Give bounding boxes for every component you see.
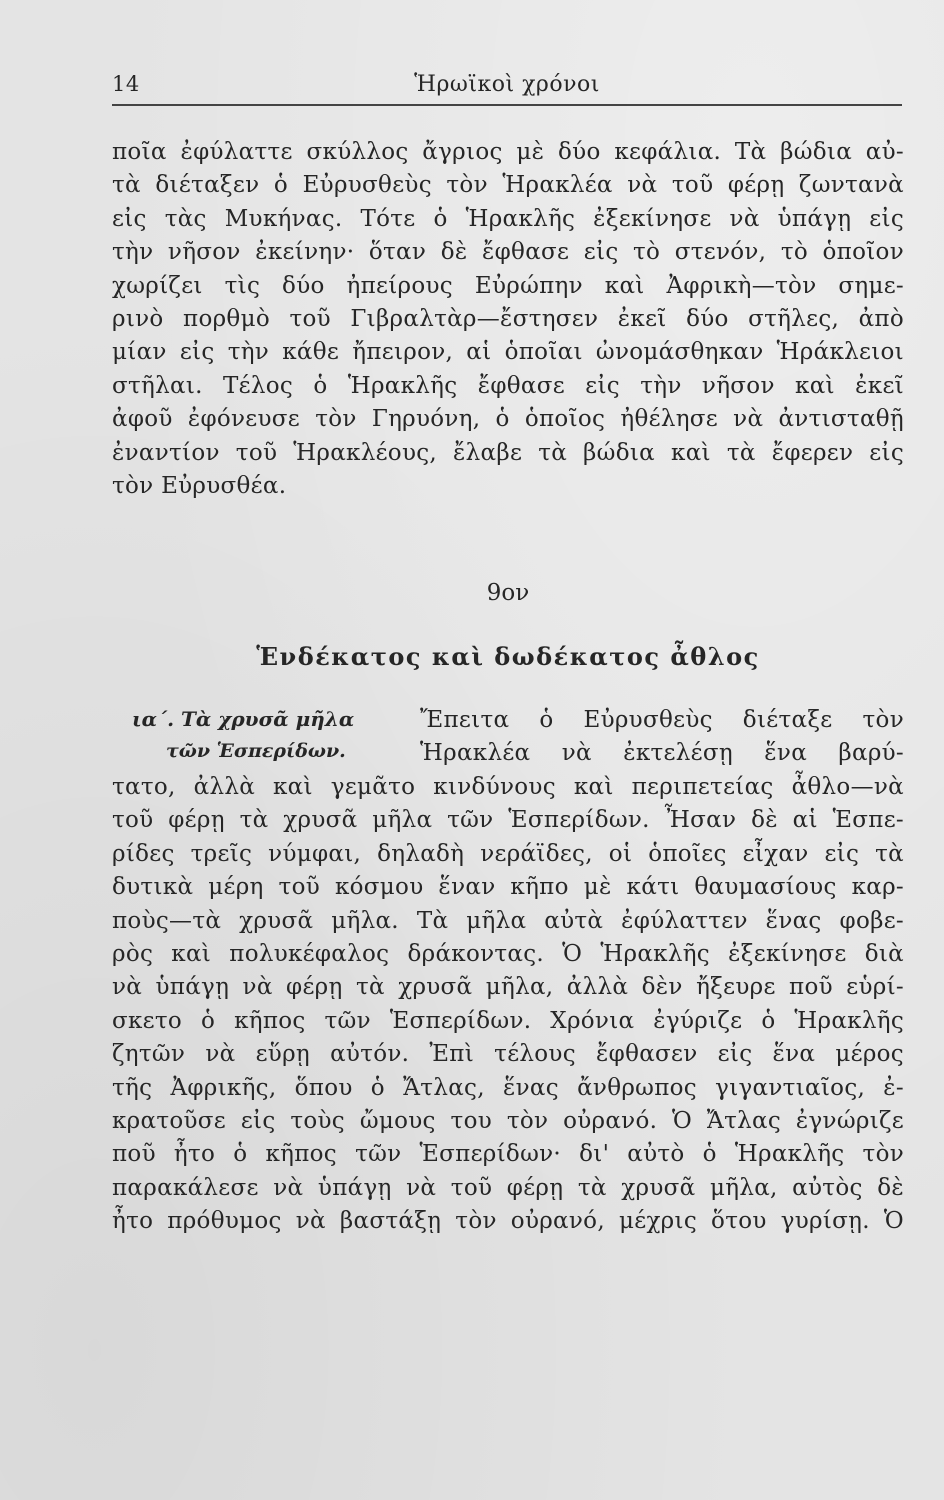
text-line: τὴν νῆσον ἐκείνην· ὅταν δὲ ἔφθασε εἰς τὸ στενόν, τὸ ὁποῖον (112, 239, 904, 266)
text-line: μίαν εἰς τὴν κάθε ἤπειρον, αἱ ὁποῖαι ὠνομάσθηκαν Ἡράκλειοι (112, 339, 904, 366)
paragraph-2-opening (420, 704, 904, 771)
text-line: δυτικὰ μέρη τοῦ κόσμου ἕναν κῆπο μὲ κάτι θαυμασίους καρ- (112, 874, 904, 901)
chapter-heading: Ἑνδέκατος καὶ δωδέκατος ἆθλος (256, 642, 760, 671)
text-line: τὸν Εὐρυσθέα. (112, 472, 287, 499)
text-line: σκετο ὁ κῆπος τῶν Ἑσπερίδων. Χρόνια ἐγύριζε ὁ Ἡρακλῆς (112, 1007, 904, 1034)
paragraph-1 (112, 136, 904, 503)
text-line: Ἔπειτα ὁ Εὐρυσθεὺς διέταξε τὸν (420, 707, 904, 733)
text-line: Ἡρακλέα νὰ ἐκτελέσῃ ἕνα βαρύ- (420, 740, 904, 767)
page-number: 14 (112, 72, 140, 96)
text-line: ρινὸ πορθμὸ τοῦ Γιβραλτὰρ—ἔστησεν ἐκεῖ δύο στῆλες, ἀπὸ (112, 305, 904, 332)
text-line: τὰ διέταξεν ὁ Εὐρυσθεὺς τὸν Ἡρακλέα νὰ τοῦ φέρῃ ζωντανὰ (112, 172, 904, 199)
text-line: τατο, ἀλλὰ καὶ γεμᾶτο κινδύνους καὶ περιπετείας ἆθλο—νὰ (112, 774, 904, 800)
text-line: ζητῶν νὰ εὕρῃ αὐτόν. Ἐπὶ τέλους ἔφθασεν εἰς ἕνα μέρος (112, 1041, 904, 1068)
text-line: ἐναντίον τοῦ Ἡρακλέους, ἔλαβε τὰ βώδια καὶ τὰ ἔφερεν εἰς (112, 439, 904, 466)
running-head (112, 72, 902, 104)
text-line: παρακάλεσε νὰ ὑπάγῃ νὰ τοῦ φέρῃ τὰ χρυσᾶ μῆλα, αὐτὸς δὲ (112, 1174, 904, 1201)
text-line: ἀφοῦ ἐφόνευσε τὸν Γηρυόνη, ὁ ὁποῖος ἠθέλησε νὰ ἀντισταθῇ (112, 406, 904, 433)
text-line: ποὺς—τὰ χρυσᾶ μῆλα. Τὰ μῆλα αὐτὰ ἐφύλαττεν ἕνας φοβε- (112, 907, 904, 934)
text-line: ρὸς καὶ πολυκέφαλος δράκοντας. Ὁ Ἡρακλῆς ἐξεκίνησε διὰ (112, 940, 904, 967)
marginal-heading-line-1: ια΄. Τὰ χρυσᾶ μῆλα (132, 707, 355, 731)
text-line: ποῦ ἦτο ὁ κῆπος τῶν Ἑσπερίδων· δι' αὐτὸ ὁ Ἡρακλῆς τὸν (112, 1141, 904, 1168)
text-line: στῆλαι. Τέλος ὁ Ἡρακλῆς ἔφθασε εἰς τὴν νῆσον καὶ ἐκεῖ (112, 372, 904, 399)
marginal-heading-line-2: τῶν Ἑσπερίδων. (166, 740, 346, 762)
paragraph-2 (112, 771, 904, 1238)
text-line: ποῖα ἐφύλαττε σκύλλος ἄγριος μὲ δύο κεφάλια. Τὰ βώδια αὐ- (112, 139, 904, 165)
text-line: χωρίζει τὶς δύο ἠπείρους Εὐρώπην καὶ Ἀφρικὴ—τὸν σημε- (112, 272, 904, 299)
text-line: τῆς Ἀφρικῆς, ὅπου ὁ Ἄτλας, ἕνας ἄνθρωπος γιγαντιαῖος, ἐ- (112, 1074, 904, 1101)
text-line: ρίδες τρεῖς νύμφαι, δηλαδὴ νεράϊδες, οἱ ὁποῖες εἶχαν εἰς τὰ (112, 840, 904, 867)
text-line: νὰ ὑπάγῃ νὰ φέρῃ τὰ χρυσᾶ μῆλα, ἀλλὰ δὲν ἤξευρε ποῦ εὑρί- (112, 974, 904, 1001)
text-line: τοῦ φέρῃ τὰ χρυσᾶ μῆλα τῶν Ἑσπερίδων. Ἦσαν δὲ αἱ Ἑσπε- (112, 807, 904, 834)
section-number: 9ον (486, 580, 530, 606)
text-line: κρατοῦσε εἰς τοὺς ὤμους του τὸν οὐρανό. Ὁ Ἄτλας ἐγνώριζε (112, 1107, 904, 1134)
header-rule (112, 104, 902, 106)
running-title: Ἡρωϊκοὶ χρόνοι (414, 72, 600, 97)
text-line: εἰς τὰς Μυκήνας. Τότε ὁ Ἡρακλῆς ἐξεκίνησε νὰ ὑπάγῃ εἰς (112, 205, 904, 232)
text-line: ἦτο πρόθυμος νὰ βαστάξῃ τὸν οὐρανό, μέχρις ὅτου γυρίσῃ. Ὁ (112, 1208, 904, 1235)
